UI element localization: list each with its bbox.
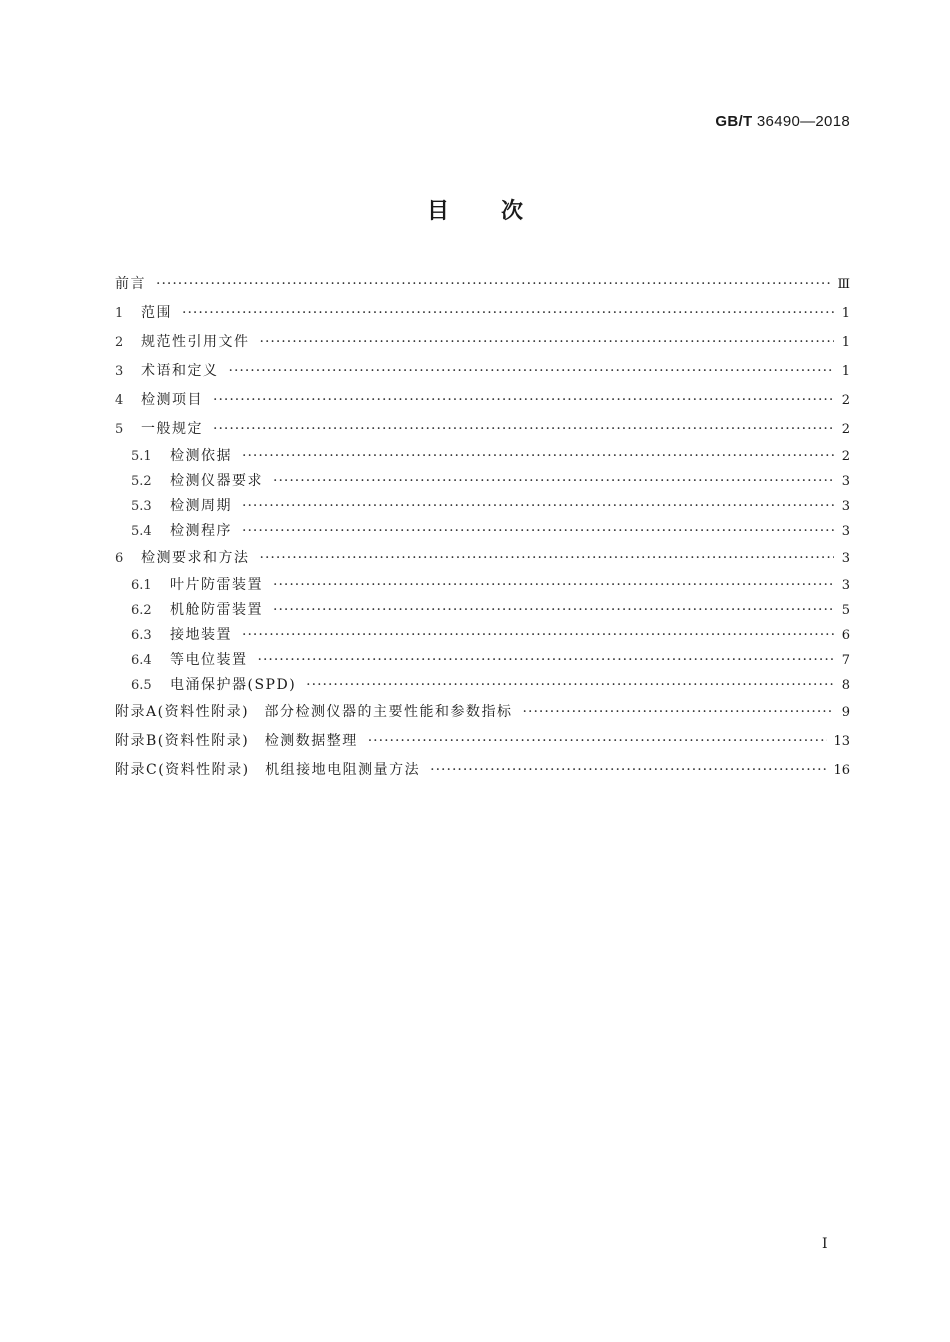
toc-leader-dots (242, 494, 834, 519)
toc-leader-dots (260, 328, 835, 357)
toc-entry-label: 接地装置 (170, 627, 232, 643)
toc-leader-dots (306, 673, 834, 698)
toc-entry-label: 检测依据 (170, 448, 232, 464)
toc-entry[interactable] (115, 756, 850, 785)
page-title: 目次 (426, 199, 575, 224)
toc-entry[interactable] (115, 328, 850, 357)
toc-entry[interactable] (115, 573, 850, 598)
toc-entry-number: 5.2 (131, 474, 152, 489)
toc-entry-page: 1 (841, 306, 850, 321)
toc-entry[interactable] (115, 357, 850, 386)
toc-entry-label: 检测程序 (170, 523, 232, 539)
toc-entry-label: 前言 (115, 276, 146, 292)
toc-entry-label: 检测要求和方法 (141, 550, 250, 566)
toc-entry-page: 13 (833, 734, 850, 749)
toc-entry-page: 2 (841, 449, 850, 464)
toc-entry-number: 4 (115, 393, 124, 408)
toc-entry-page: 6 (841, 628, 850, 643)
toc-leader-dots (242, 623, 834, 648)
toc-entry-page: Ⅲ (837, 277, 850, 292)
toc-entry[interactable] (115, 415, 850, 444)
toc-entry-page: 1 (841, 364, 850, 379)
toc-entry-page: 3 (841, 499, 850, 514)
toc-entry-number: 6.5 (131, 678, 152, 693)
toc-entry[interactable] (115, 270, 850, 299)
toc-entry-page: 9 (841, 705, 850, 720)
toc-entry[interactable] (115, 469, 850, 494)
toc-entry[interactable] (115, 444, 850, 469)
toc-entry-page: 1 (841, 335, 850, 350)
toc-leader-dots (258, 648, 835, 673)
toc-entry-page: 7 (841, 653, 850, 668)
toc-entry-label: 规范性引用文件 (141, 334, 250, 350)
toc-entry-page: 8 (841, 678, 850, 693)
standard-prefix: GB/T (715, 113, 753, 130)
toc-entry-number: 6.4 (131, 653, 152, 668)
toc-entry-number: 5.1 (131, 449, 152, 464)
toc-entry-number: 6.3 (131, 628, 152, 643)
table-of-contents (115, 270, 850, 785)
toc-entry-number: 5 (115, 422, 124, 437)
toc-leader-dots (260, 544, 835, 573)
toc-entry[interactable] (115, 673, 850, 698)
toc-leader-dots (242, 519, 834, 544)
toc-entry[interactable] (115, 299, 850, 328)
toc-entry-number: 5.4 (131, 524, 152, 539)
toc-entry[interactable] (115, 386, 850, 415)
toc-leader-dots (273, 573, 834, 598)
toc-entry-page: 3 (841, 524, 850, 539)
toc-leader-dots (430, 756, 827, 785)
toc-entry-label: 检测项目 (141, 392, 203, 408)
toc-entry-label: 检测周期 (170, 498, 232, 514)
toc-entry-number: 1 (115, 306, 124, 321)
toc-entry-label: 等电位装置 (170, 652, 248, 668)
toc-leader-dots (273, 469, 834, 494)
toc-leader-dots (182, 299, 834, 328)
toc-leader-dots (213, 415, 834, 444)
toc-entry-page: 3 (841, 551, 850, 566)
toc-entry-label: 附录B(资料性附录) 检测数据整理 (115, 733, 358, 749)
toc-entry-page: 3 (841, 474, 850, 489)
toc-entry-page: 2 (841, 393, 850, 408)
standard-code (715, 113, 850, 130)
toc-entry-label: 检测仪器要求 (170, 473, 263, 489)
toc-entry[interactable] (115, 698, 850, 727)
toc-leader-dots (242, 444, 834, 469)
toc-leader-dots (229, 357, 835, 386)
toc-entry-label: 术语和定义 (141, 363, 219, 379)
toc-entry[interactable] (115, 727, 850, 756)
toc-entry-page: 3 (841, 578, 850, 593)
toc-entry-number: 6.2 (131, 603, 152, 618)
toc-entry-label: 一般规定 (141, 421, 203, 437)
toc-entry-number: 3 (115, 364, 124, 379)
toc-entry[interactable] (115, 598, 850, 623)
toc-leader-dots (368, 727, 828, 756)
toc-entry-label: 机舱防雷装置 (170, 602, 263, 618)
standard-number: 36490—2018 (756, 113, 850, 130)
toc-entry-label: 电涌保护器(SPD) (170, 677, 297, 693)
toc-leader-dots (273, 598, 834, 623)
toc-entry[interactable] (115, 494, 850, 519)
toc-entry[interactable] (115, 648, 850, 673)
toc-entry[interactable] (115, 544, 850, 573)
toc-entry[interactable] (115, 519, 850, 544)
toc-entry[interactable] (115, 623, 850, 648)
toc-entry-page: 16 (833, 763, 850, 778)
toc-leader-dots (523, 698, 834, 727)
toc-entry-label: 叶片防雷装置 (170, 577, 263, 593)
toc-entry-page: 2 (841, 422, 850, 437)
toc-entry-label: 附录A(资料性附录) 部分检测仪器的主要性能和参数指标 (115, 704, 513, 720)
toc-entry-page: 5 (841, 603, 850, 618)
toc-entry-label: 范围 (141, 305, 172, 321)
toc-entry-number: 6 (115, 551, 124, 566)
toc-entry-number: 5.3 (131, 499, 152, 514)
toc-leader-dots (213, 386, 834, 415)
footer-page-number: I (822, 1236, 828, 1252)
toc-entry-number: 2 (115, 335, 124, 350)
toc-entry-number: 6.1 (131, 578, 152, 593)
toc-entry-label: 附录C(资料性附录) 机组接地电阻测量方法 (115, 762, 421, 778)
toc-leader-dots (156, 270, 831, 299)
